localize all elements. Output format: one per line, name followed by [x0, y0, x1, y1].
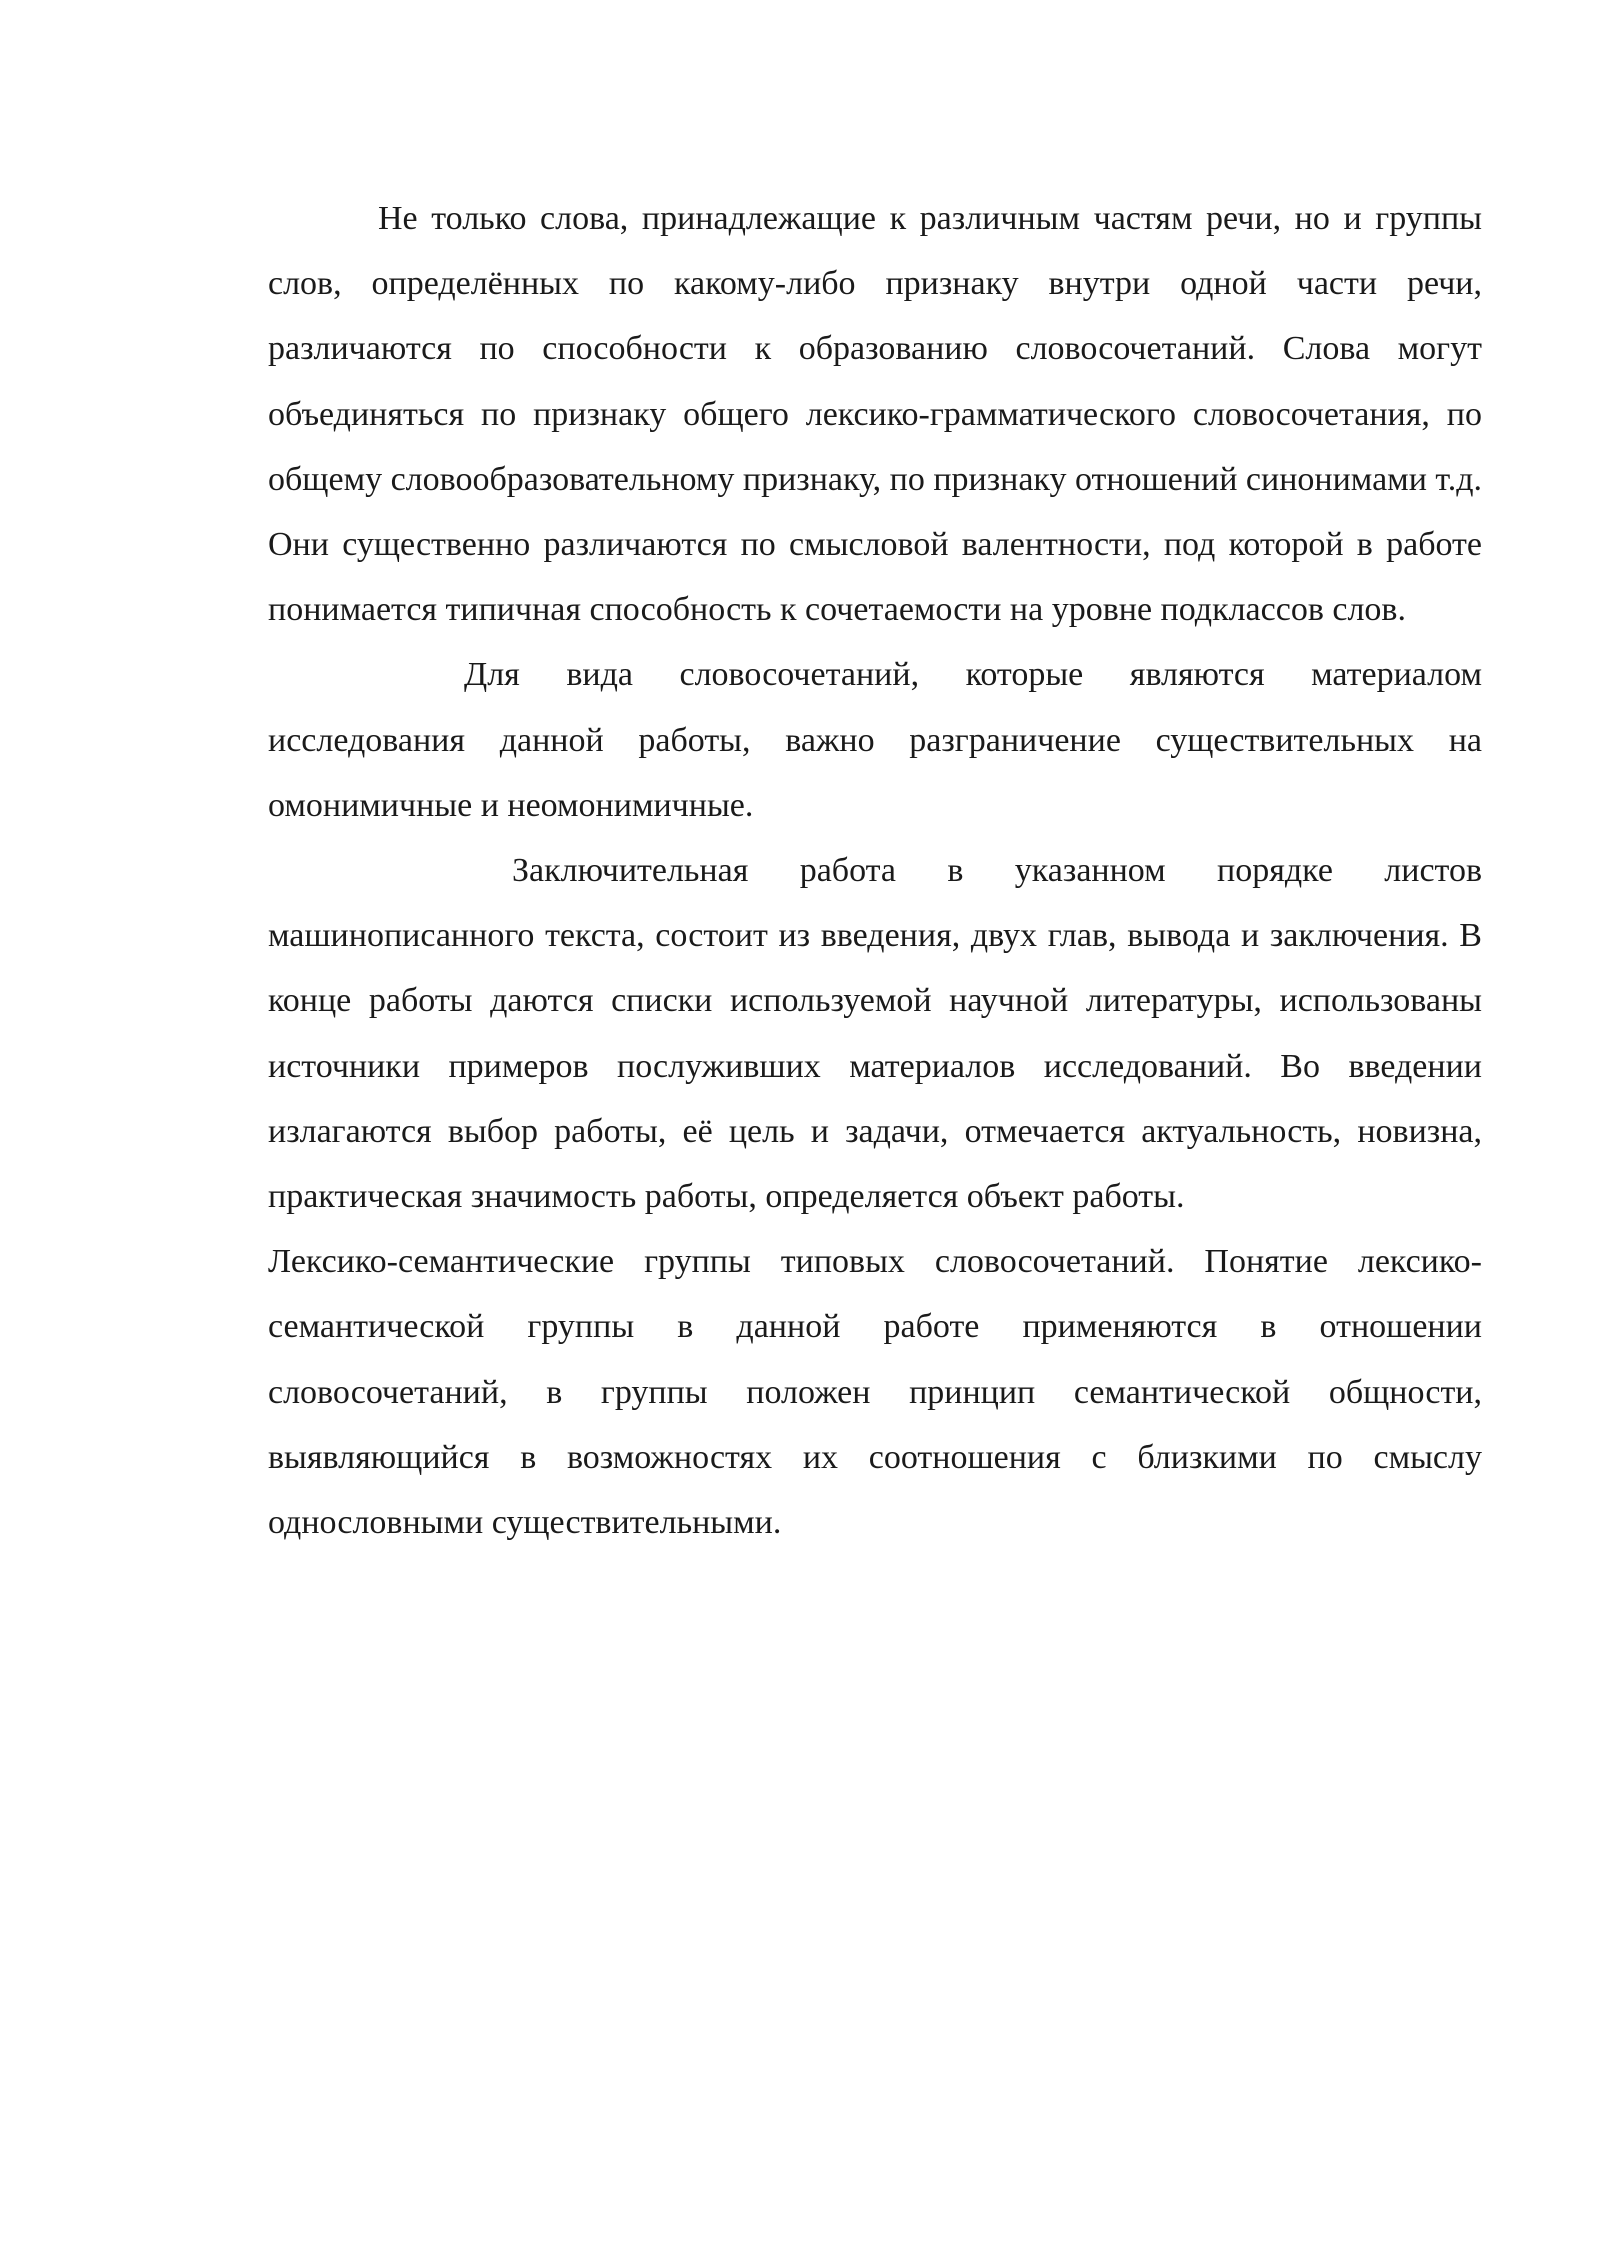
- paragraph-2: Для вида словосочетаний, которые являются материалом исследования данной работы, важно разграничение существительных на омонимичные и неомонимичные.: [268, 656, 1482, 824]
- paragraph-1: Не только слова, принадлежащие к различным частям речи, но и группы слов, определённых по какому-либо признаку внутри одной части речи, различаются по способности к образованию словосочетаний. Слова могут объединяться по признаку общего лексико-грамматического словосочетания, по общему словообразовательному признаку, по признаку отношений синонимами т.д. Они существенно различаются по смысловой валентности, под которой в работе понимается типичная способность к сочетаемости на уровне подклассов слов.: [268, 200, 1482, 629]
- paragraph-4: Лексико-семантические группы типовых словосочетаний. Понятие лексико-семантической группы в данной работе применяются в отношении словосочетаний, в группы положен принцип семантической общности, выявляющийся в возможностях их соотношения с близкими по смыслу однословными существительными.: [268, 1243, 1482, 1542]
- document-body: [268, 186, 1482, 1555]
- paragraph-3: Заключительная работа в указанном порядке листов машинописанного текста, состоит из введения, двух глав, вывода и заключения. В конце работы даются списки используемой научной литературы, использованы источники примеров послуживших материалов исследований. Во введении излагаются выбор работы, её цель и задачи, отмечается актуальность, новизна, практическая значимость работы, определяется объект работы.: [268, 852, 1482, 1216]
